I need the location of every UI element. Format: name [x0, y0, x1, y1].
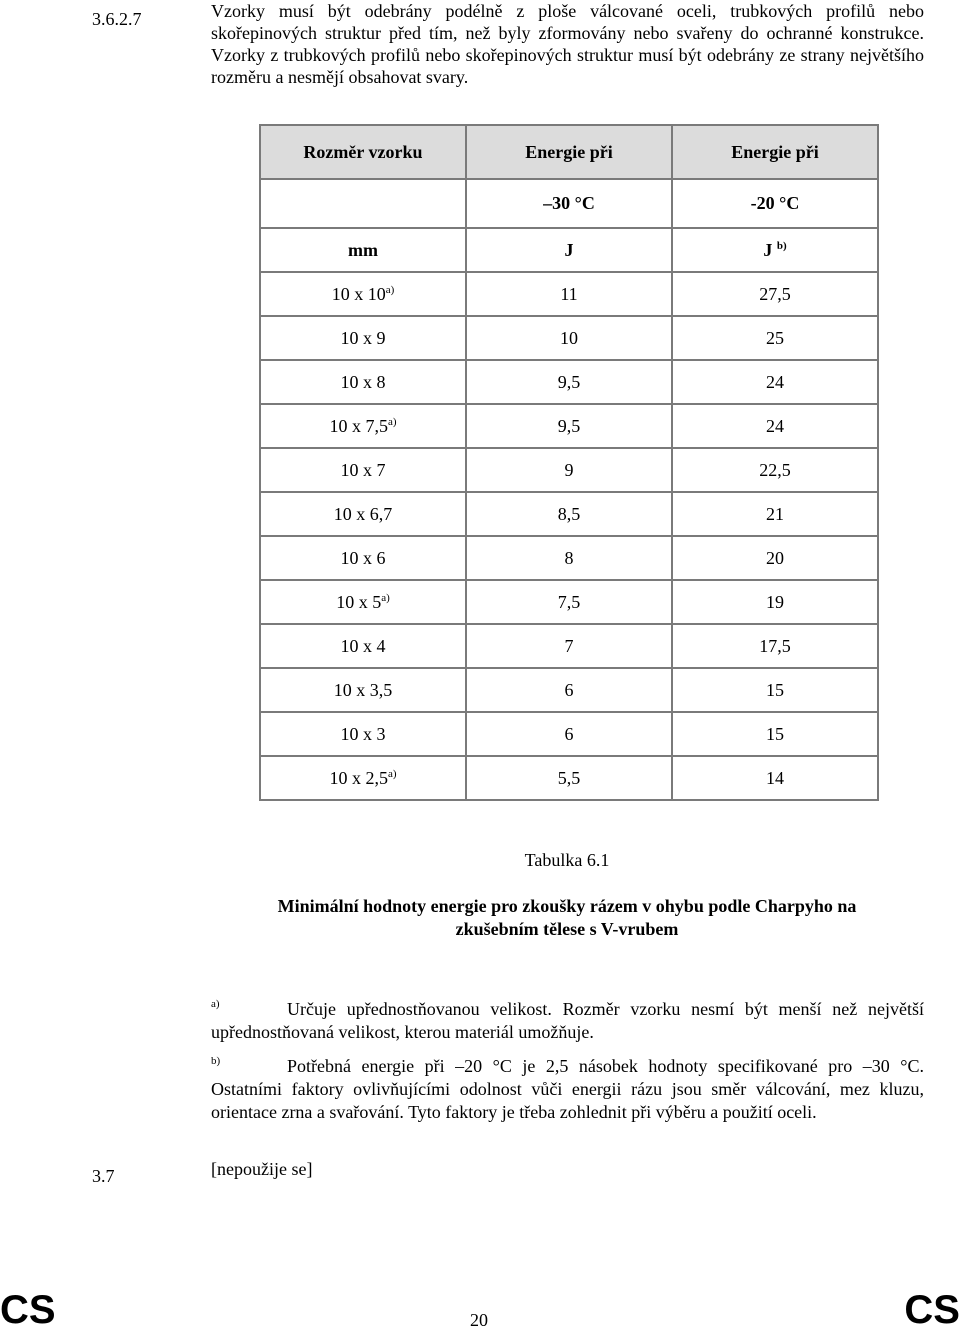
size-text: 10 x 10 [331, 283, 386, 304]
table-row [260, 756, 878, 800]
table-row [260, 712, 878, 756]
table-header-row [260, 125, 878, 179]
footnote-b [211, 1050, 924, 1124]
energy-20-cell: 20 [672, 536, 878, 580]
header-cell: Energie při [672, 125, 878, 179]
size-cell [260, 580, 466, 624]
table-row [260, 316, 878, 360]
energy-20-cell: 22,5 [672, 448, 878, 492]
energy-30-cell: 8 [466, 536, 672, 580]
footnote-text: Určuje upřednostňovanou velikost. Rozměr vzorku nesmí být menší než největší upřednostňovaná velikost, kterou materiál umožňuje. [211, 999, 924, 1042]
size-cell [260, 756, 466, 800]
size-text: 10 x 3 [340, 723, 386, 744]
section-number: 3.7 [92, 1166, 115, 1186]
footnote-mark: a) [385, 283, 395, 296]
footnote-text: Potřebná energie při –20 °C je 2,5 násobek hodnoty specifikované pro –30 °C. Ostatními faktory ovlivňujícími odolnost vůči energii rázu jsou směr válcování, mez kluzu, orientace zrna a svařování. Tyto faktory je třeba zohlednit při výběru a použití oceli. [211, 1056, 924, 1122]
table-caption-label: Tabulka 6.1 [524, 850, 610, 870]
size-cell [260, 536, 466, 580]
footnote-mark: a) [387, 767, 397, 780]
energy-30-cell: 5,5 [466, 756, 672, 800]
table-row [260, 360, 878, 404]
unit-text: J [763, 239, 773, 260]
energy-20-cell: 15 [672, 668, 878, 712]
table-units-row [260, 228, 878, 272]
footnote-mark: b) [211, 1055, 221, 1067]
page-number: 20 [470, 1310, 488, 1330]
footnote-mark: a) [387, 415, 397, 428]
size-cell [260, 712, 466, 756]
size-text: 10 x 7 [340, 459, 386, 480]
section-paragraph: Vzorky musí být odebrány podélně z ploše válcované oceli, trubkových profilů nebo skořepinových struktur před tím, než byly zformovány nebo svařeny do ochranné konstrukce. Vzorky z trubkových profilů nebo skořepinových struktur musí být odebrány ze strany největšího rozměru a nesmějí obsahovat svary. [211, 1, 924, 87]
table-row [260, 668, 878, 712]
size-text: 10 x 4 [340, 635, 386, 656]
footnote-mark: a) [381, 591, 390, 604]
energy-30-cell: 9,5 [466, 404, 672, 448]
energy-20-cell: 24 [672, 404, 878, 448]
section-number: 3.6.2.7 [92, 9, 142, 29]
table-row [260, 404, 878, 448]
subheader-cell: –30 °C [466, 179, 672, 228]
size-cell [260, 448, 466, 492]
energy-30-cell: 9,5 [466, 360, 672, 404]
unit-cell: mm [260, 228, 466, 272]
table-caption-title: Minimální hodnoty energie pro zkoušky rázem v ohybu podle Charpyho na zkušebním tělese s V-vrubem [277, 896, 857, 939]
size-cell [260, 404, 466, 448]
table-row [260, 624, 878, 668]
section-paragraph: [nepoužije se] [211, 1159, 313, 1179]
size-cell [260, 316, 466, 360]
energy-20-cell: 15 [672, 712, 878, 756]
size-text: 10 x 6,7 [333, 503, 393, 524]
size-text: 10 x 8 [340, 371, 386, 392]
charpy-energy-table [259, 124, 879, 801]
energy-30-cell: 7 [466, 624, 672, 668]
unit-cell [672, 228, 878, 272]
table-row [260, 536, 878, 580]
energy-30-cell: 10 [466, 316, 672, 360]
size-text: 10 x 9 [340, 327, 386, 348]
energy-30-cell: 6 [466, 712, 672, 756]
energy-20-cell: 19 [672, 580, 878, 624]
energy-20-cell: 17,5 [672, 624, 878, 668]
footer-language-code: CS [904, 1288, 960, 1332]
header-cell: Energie při [466, 125, 672, 179]
energy-20-cell: 25 [672, 316, 878, 360]
energy-20-cell: 24 [672, 360, 878, 404]
energy-30-cell: 11 [466, 272, 672, 316]
header-cell: Rozměr vzorku [260, 125, 466, 179]
size-text: 10 x 2,5 [329, 767, 388, 788]
subheader-cell [260, 179, 466, 228]
size-cell [260, 668, 466, 712]
table-row [260, 448, 878, 492]
size-text: 10 x 5 [336, 591, 382, 612]
table-subheader-row [260, 179, 878, 228]
footnote-a [211, 993, 924, 1044]
footnote-mark: b) [776, 239, 787, 252]
size-text: 10 x 6 [340, 547, 386, 568]
size-cell [260, 360, 466, 404]
size-cell [260, 624, 466, 668]
energy-20-cell: 21 [672, 492, 878, 536]
footnote-mark: a) [211, 998, 220, 1010]
size-cell [260, 272, 466, 316]
energy-30-cell: 6 [466, 668, 672, 712]
subheader-cell: -20 °C [672, 179, 878, 228]
size-cell [260, 492, 466, 536]
energy-20-cell: 27,5 [672, 272, 878, 316]
footer-language-code: CS [0, 1288, 56, 1332]
table-row [260, 580, 878, 624]
unit-cell: J [466, 228, 672, 272]
energy-30-cell: 7,5 [466, 580, 672, 624]
energy-30-cell: 9 [466, 448, 672, 492]
size-text: 10 x 7,5 [329, 415, 388, 436]
table-row [260, 272, 878, 316]
energy-30-cell: 8,5 [466, 492, 672, 536]
size-text: 10 x 3,5 [333, 679, 393, 700]
table-row [260, 492, 878, 536]
energy-20-cell: 14 [672, 756, 878, 800]
